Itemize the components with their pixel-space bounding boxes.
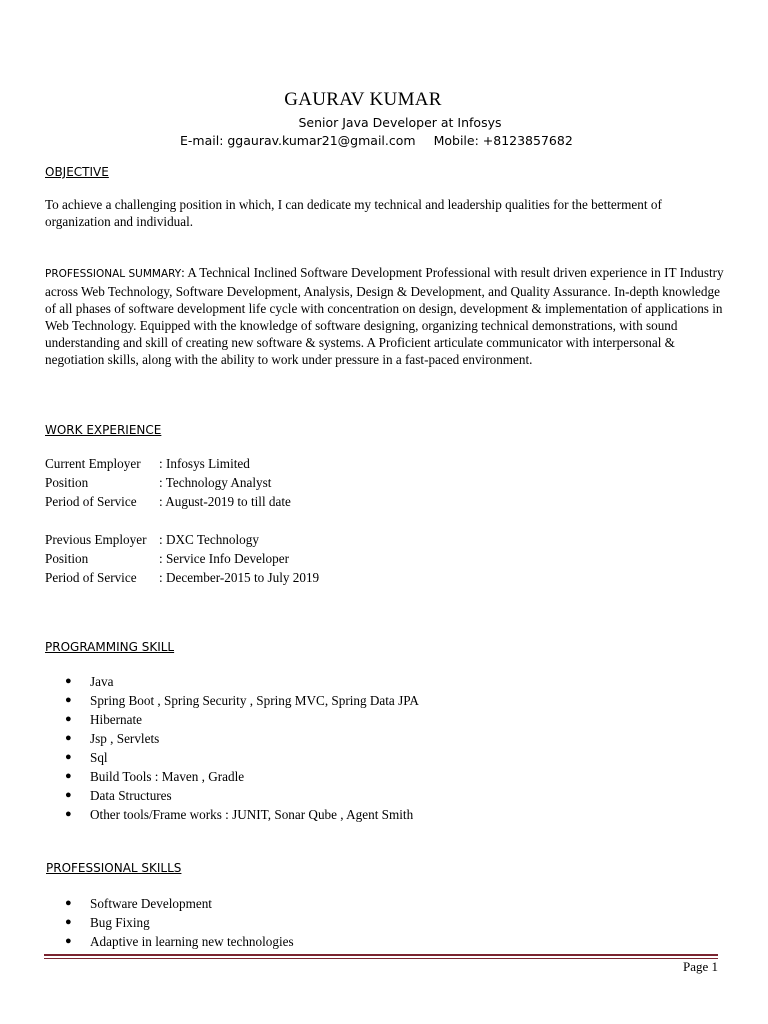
- bullet-icon: ●: [65, 897, 72, 909]
- list-item: [45, 932, 294, 951]
- current-employment: [45, 454, 291, 511]
- programming-skill-list: [45, 672, 419, 824]
- list-item: [45, 913, 294, 932]
- list-item: [45, 805, 419, 824]
- kv-row: [45, 473, 291, 492]
- list-item-text: Hibernate: [90, 712, 142, 727]
- kv-row: [45, 492, 291, 511]
- mobile-text: Mobile: +8123857682: [433, 133, 573, 148]
- bullet-icon: ●: [65, 770, 72, 782]
- objective-text: To achieve a challenging position in which, I can dedicate my technical and leadership qualities for the betterment of organization and individual.: [45, 197, 662, 229]
- job-title: Senior Java Developer at Infosys: [298, 115, 502, 130]
- page-number: Page 1: [682, 959, 718, 974]
- list-item-text: Software Development: [90, 896, 212, 911]
- list-item: [45, 672, 419, 691]
- kv-label: Position: [45, 551, 89, 566]
- list-item-text: Other tools/Frame works : JUNIT, Sonar Qube , Agent Smith: [90, 807, 414, 822]
- email-text: E-mail: ggaurav.kumar21@gmail.com: [180, 133, 416, 148]
- kv-value: : Technology Analyst: [159, 475, 272, 490]
- list-item-text: Build Tools : Maven , Gradle: [90, 769, 245, 784]
- kv-label: Current Employer: [45, 456, 141, 471]
- kv-row: [45, 549, 319, 568]
- kv-label: Position: [45, 475, 89, 490]
- kv-value: : August-2019 to till date: [159, 494, 291, 509]
- summary-paragraph: [45, 264, 725, 368]
- bullet-icon: ●: [65, 732, 72, 744]
- previous-employment: [45, 530, 319, 587]
- summary-text: : A Technical Inclined Software Development Professional with result driven experience in IT Industry across Web Technology, Software Development, Analysis, Design & Development, and Quality Assurance. In-depth knowledge of all phases of software development life cycle with concentration on design, development & implementation of applications in Web Technology. Equipped with the knowledge of software designing, organizing technical demonstrations, with sound understanding and skill of creating new software & systems. A Proficient articulate communicator with interpersonal & negotiation skills, along with the ability to work under pressure in a fast-paced environment.: [45, 265, 724, 367]
- contact-line: [180, 133, 573, 148]
- objective-heading: OBJECTIVE: [45, 165, 109, 179]
- professional-skills-heading: PROFESSIONAL SKILLS: [46, 861, 182, 875]
- bullet-icon: ●: [65, 789, 72, 801]
- list-item: [45, 729, 419, 748]
- list-item: [45, 894, 294, 913]
- kv-row: [45, 568, 319, 587]
- footer-divider-thin: [44, 958, 718, 959]
- list-item: [45, 748, 419, 767]
- list-item-text: Jsp , Servlets: [90, 731, 160, 746]
- list-item: [45, 786, 419, 805]
- list-item-text: Data Structures: [90, 788, 172, 803]
- bullet-icon: ●: [65, 713, 72, 725]
- bullet-icon: ●: [65, 694, 72, 706]
- list-item: [45, 710, 419, 729]
- list-item: [45, 691, 419, 710]
- list-item-text: Adaptive in learning new technologies: [90, 934, 294, 949]
- summary-heading: PROFESSIONAL SUMMARY: [45, 268, 182, 280]
- programming-skill-heading: PROGRAMMING SKILL: [45, 640, 175, 654]
- bullet-icon: ●: [65, 675, 72, 687]
- list-item-text: Spring Boot , Spring Security , Spring MVC, Spring Data JPA: [90, 693, 419, 708]
- professional-skills-list: [45, 894, 294, 951]
- candidate-name: GAURAV KUMAR: [284, 89, 442, 110]
- bullet-icon: ●: [65, 808, 72, 820]
- kv-value: : December-2015 to July 2019: [159, 570, 320, 585]
- list-item-text: Bug Fixing: [90, 915, 150, 930]
- work-experience-heading: WORK EXPERIENCE: [45, 423, 162, 437]
- kv-value: : Infosys Limited: [159, 456, 250, 471]
- kv-label: Period of Service: [45, 494, 137, 509]
- list-item: [45, 767, 419, 786]
- kv-label: Period of Service: [45, 570, 137, 585]
- list-item-text: Sql: [90, 750, 108, 765]
- list-item-text: Java: [90, 674, 114, 689]
- bullet-icon: ●: [65, 916, 72, 928]
- footer-divider: [44, 954, 718, 956]
- kv-value: : Service Info Developer: [159, 551, 289, 566]
- bullet-icon: ●: [65, 751, 72, 763]
- bullet-icon: ●: [65, 935, 72, 947]
- kv-row: [45, 454, 291, 473]
- kv-row: [45, 530, 319, 549]
- kv-value: : DXC Technology: [159, 532, 259, 547]
- kv-label: Previous Employer: [45, 532, 147, 547]
